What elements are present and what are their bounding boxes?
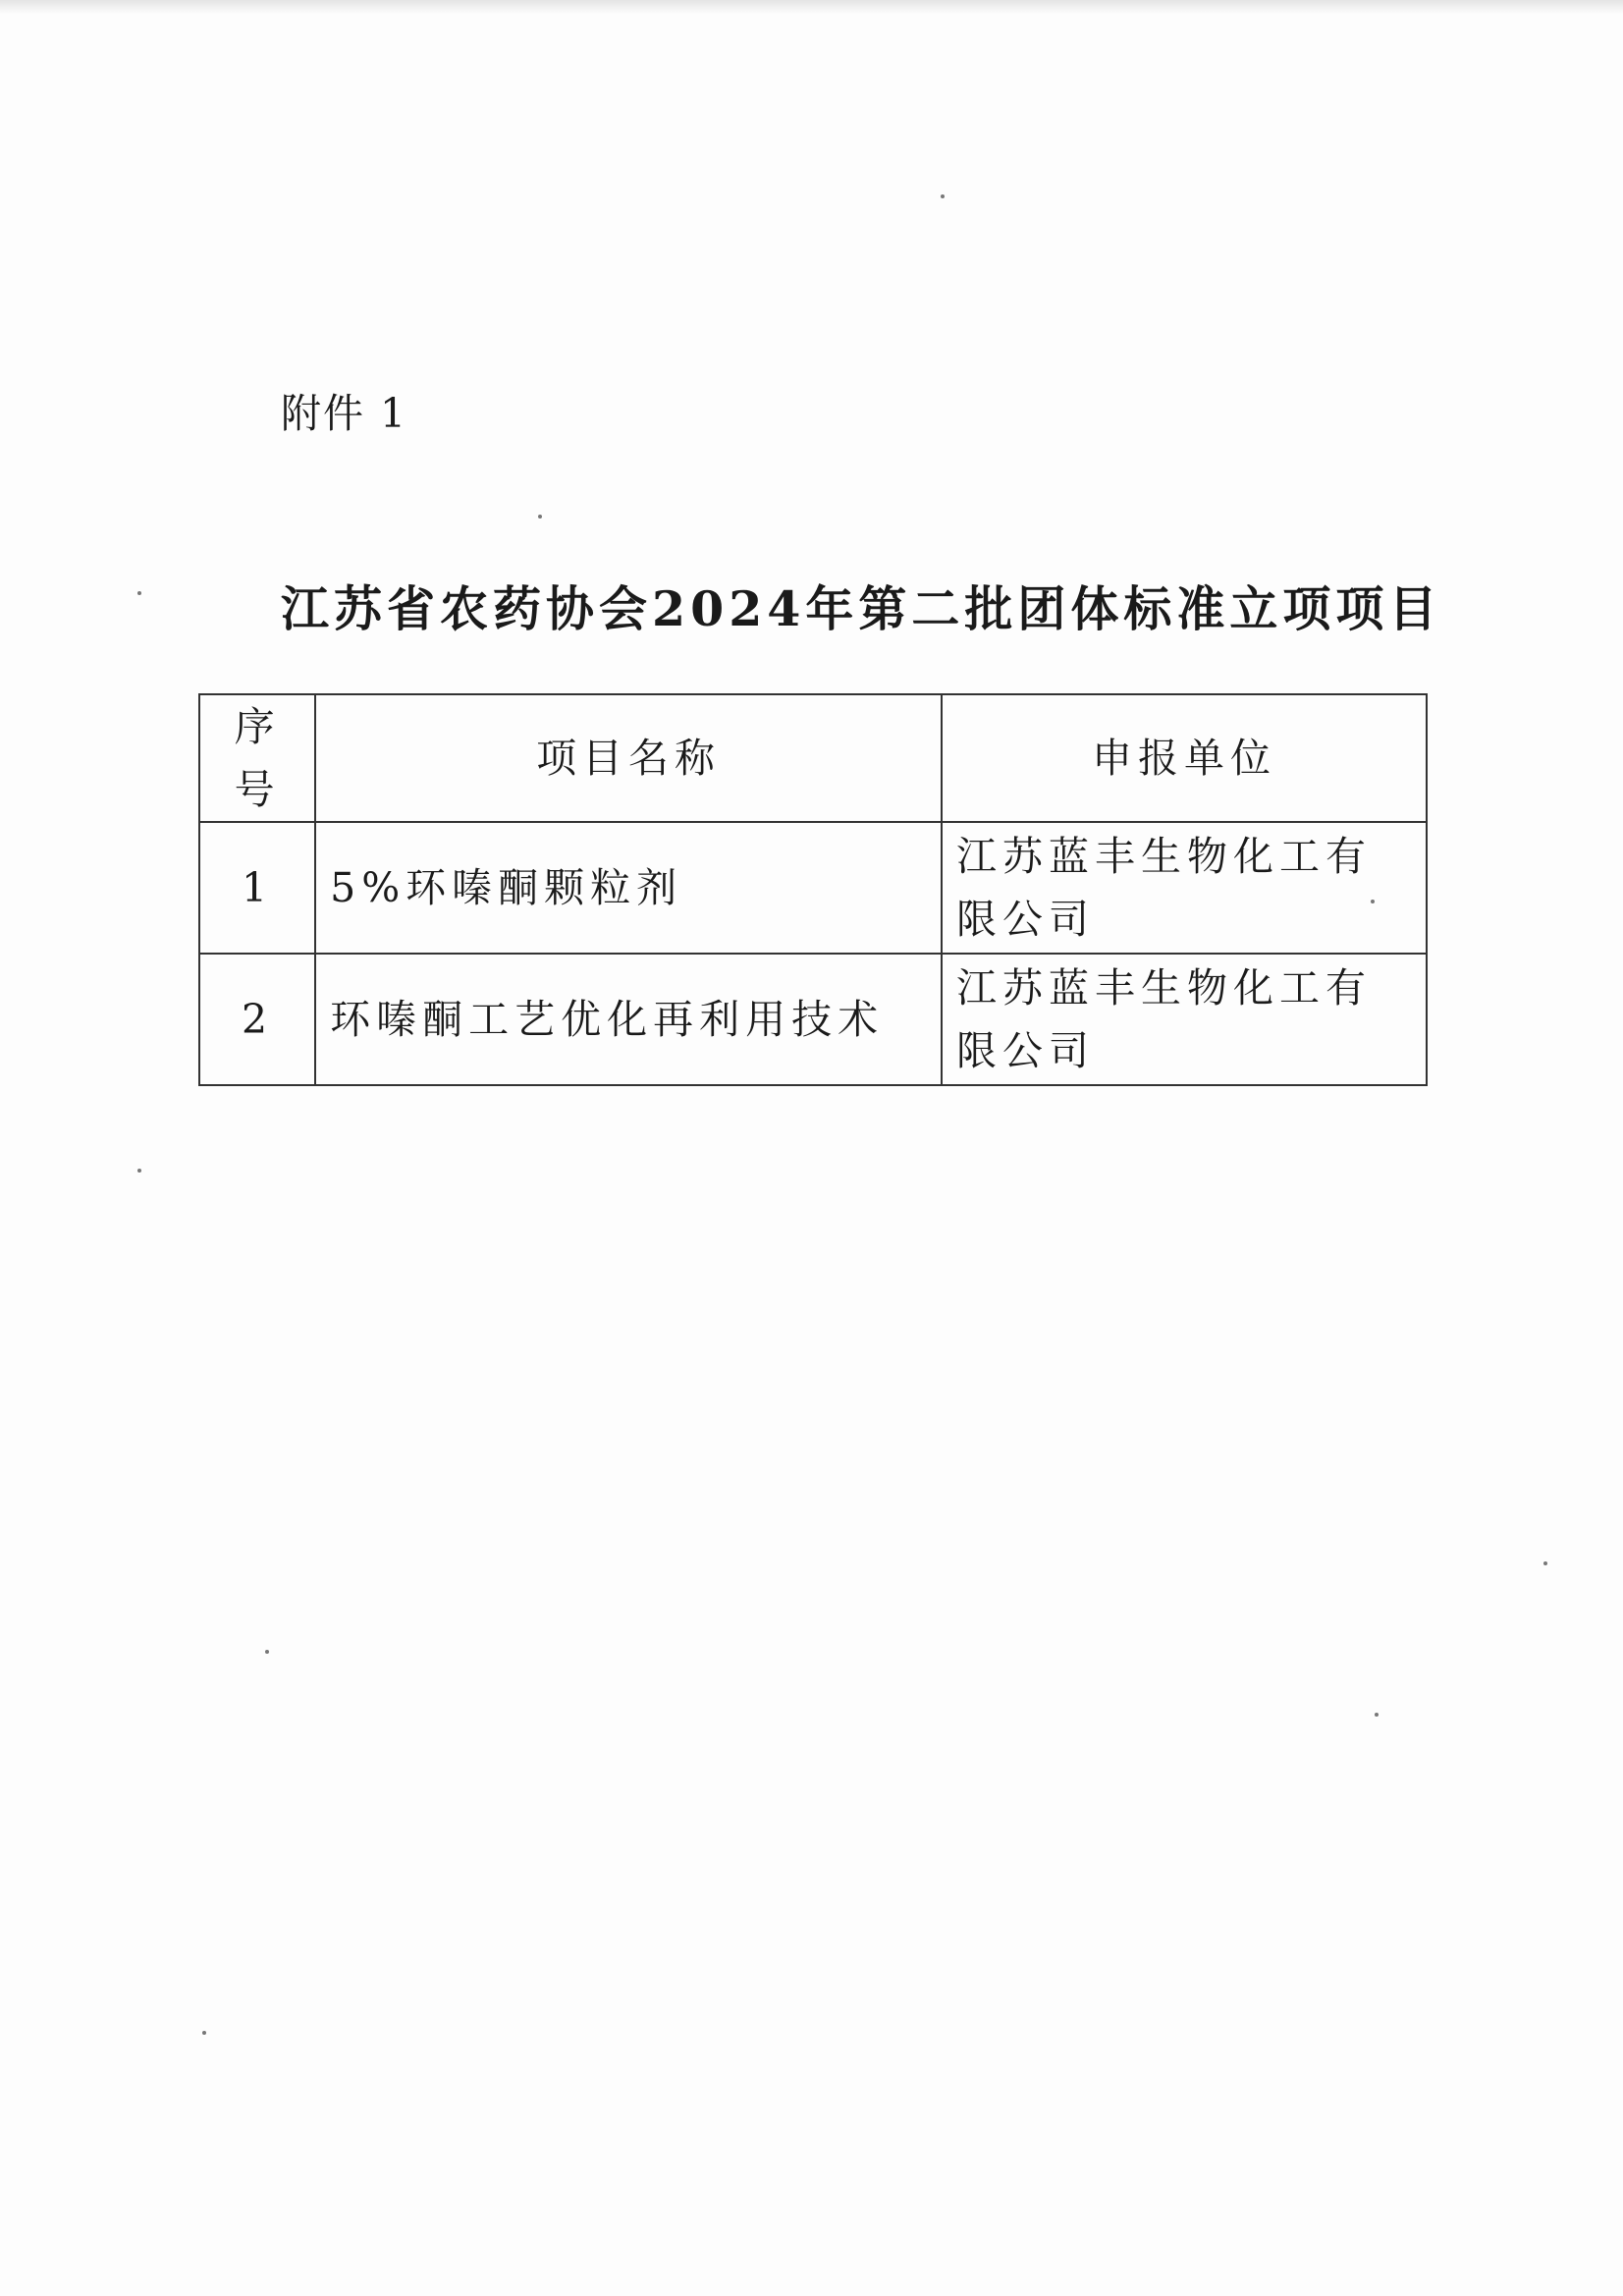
attachment-label: 附件 1 <box>281 390 408 437</box>
header-project-name: 项目名称 <box>315 694 942 822</box>
scan-speck <box>1371 900 1375 903</box>
row-project-name: 环嗪酮工艺优化再利用技术 <box>315 954 942 1085</box>
header-index: 序号 <box>199 694 315 822</box>
project-table <box>198 693 1428 1086</box>
table-row <box>199 822 1427 954</box>
scan-speck <box>137 591 141 595</box>
scan-speck <box>1375 1713 1379 1717</box>
row-applicant-unit: 江苏蓝丰生物化工有限公司 <box>942 822 1427 954</box>
table-row <box>199 954 1427 1085</box>
row-project-name: 5%环嗪酮颗粒剂 <box>315 822 942 954</box>
scan-speck <box>1543 1561 1547 1565</box>
row-index: 1 <box>199 822 315 954</box>
scan-top-edge <box>0 0 1623 14</box>
header-applicant-unit: 申报单位 <box>942 694 1427 822</box>
scan-speck <box>538 515 542 519</box>
row-applicant-unit: 江苏蓝丰生物化工有限公司 <box>942 954 1427 1085</box>
scan-speck <box>941 194 945 198</box>
scan-speck <box>265 1650 269 1654</box>
scan-speck <box>202 2031 206 2035</box>
document-title: 江苏省农药协会2024年第二批团体标准立项项目 <box>281 580 1442 637</box>
table-header-row <box>199 694 1427 822</box>
scan-speck <box>137 1169 141 1173</box>
row-index: 2 <box>199 954 315 1085</box>
